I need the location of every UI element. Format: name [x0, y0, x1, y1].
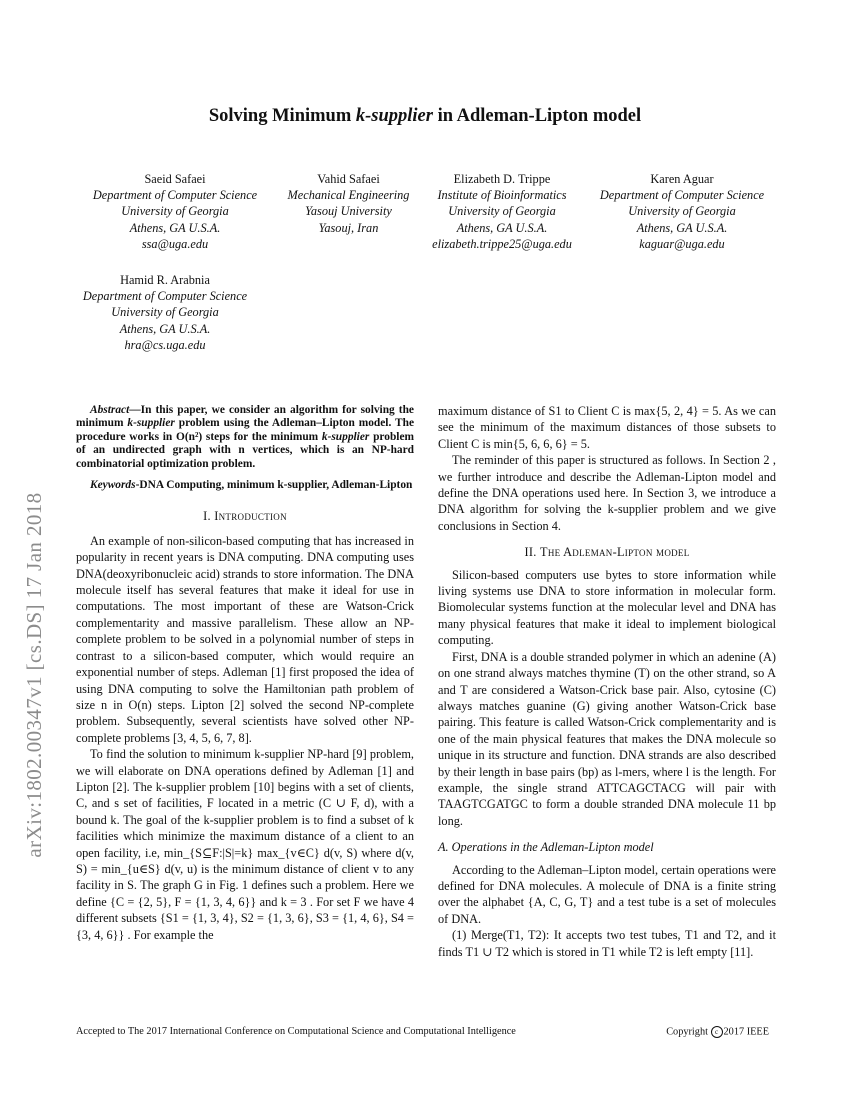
section-title: Introduction [214, 509, 287, 524]
abstract-label: Abstract [90, 404, 130, 416]
keywords [76, 479, 414, 492]
author-location: Yasouj, Iran [318, 220, 379, 235]
abstract-text: problem of an undirected graph with n vertices, which is an NP-hard combinatorial optimization problem. [76, 430, 414, 470]
author-email: kaguar@uga.edu [639, 236, 725, 251]
section-title: The Adleman-Lipton model [540, 545, 690, 560]
author-name: Elizabeth D. Trippe [453, 172, 551, 186]
author-dept: Mechanical Engineering [287, 188, 410, 203]
right-column [438, 403, 776, 960]
author-inst: University of Georgia [121, 204, 229, 219]
author-block [70, 171, 280, 252]
copyright-suffix: 2017 IEEE [723, 1026, 769, 1038]
abstract-text: —In this paper, we consider an algorithm for solving the minimum [76, 404, 414, 430]
title-italic: k-supplier [355, 106, 433, 126]
author-dept: Department of Computer Science [599, 188, 765, 203]
title-prefix: Solving Minimum [208, 106, 356, 126]
title-suffix: in Adleman-Lipton model [432, 106, 642, 126]
author-inst: University of Georgia [448, 204, 556, 219]
section-number: I. [203, 509, 215, 524]
author-block [418, 171, 586, 252]
author-location: Athens, GA U.S.A. [129, 220, 221, 235]
author-dept: Department of Computer Science [82, 289, 248, 304]
left-column [76, 404, 414, 943]
author-location: Athens, GA U.S.A. [636, 220, 728, 235]
copyright-prefix: Copyright [666, 1026, 711, 1038]
arxiv-identifier: arXiv:1802.00347v1 [cs.DS] 17 Jan 2018 [22, 492, 46, 858]
author-location: Athens, GA U.S.A. [456, 220, 548, 235]
abstract [76, 404, 414, 471]
right-paragraph-3: Silicon-based computers use bytes to store information while living systems use DNA to store information in molecular form. Biomolecular systems function at the molecular level and DNA has many physical features that make it ideal to implement biological computing. [438, 567, 776, 648]
abstract-italic: k-supplier [127, 417, 175, 430]
author-name: Hamid R. Arabnia [120, 273, 210, 287]
author-name: Karen Aguar [650, 172, 714, 186]
right-paragraph-1: maximum distance of S1 to Client C is max{5, 2, 4} = 5. As we can see the minimum of the maximum distances of those subsets to Client C is min{5, 6, 6, 6} = 5. [438, 404, 776, 451]
author-inst: Yasouj University [305, 204, 392, 219]
copyright-icon: c [711, 1026, 723, 1038]
subsection-heading: A. Operations in the Adleman-Lipton model [438, 840, 654, 855]
keywords-text: -DNA Computing, minimum k-supplier, Adleman-Lipton [135, 479, 413, 492]
author-dept: Department of Computer Science [92, 188, 258, 203]
section-number: II. [524, 545, 541, 560]
footer-conference: Accepted to The 2017 International Conference on Computational Science and Computational Intelligence [76, 1026, 516, 1037]
author-location: Athens, GA U.S.A. [119, 321, 211, 336]
author-block [60, 272, 270, 353]
right-paragraph-6: (1) Merge(T1, T2): It accepts two test tubes, T1 and T2, and it finds T1 ∪ T2 which is stored in T1 while T2 is left empty [11]. [438, 928, 776, 959]
right-paragraph-5: According to the Adleman–Lipton model, certain operations were defined for DNA molecules. A molecule of DNA is a finite string over the alphabet {A, C, G, T} and a test tube is a set of molecules of DNA. [438, 862, 776, 926]
author-name: Saeid Safaei [144, 172, 206, 186]
abstract-text: problem using the Adleman–Lipton model. The procedure works in O(n²) steps for the minimum [76, 417, 415, 443]
author-email: hra@cs.uga.edu [124, 337, 206, 352]
section-heading [76, 508, 414, 524]
author-name: Vahid Safaei [317, 172, 380, 186]
author-inst: University of Georgia [628, 204, 736, 219]
author-block [582, 171, 782, 252]
paper-title [0, 106, 850, 127]
intro-paragraph-2: To find the solution to minimum k-supplier NP-hard [9] problem, we will elaborate on DNA operations defined by Adleman [1] and Lipton [2]. The k-supplier problem [10] begins with a set of clients, C, and s set of facilities, F located in a metric (C ∪ F, d), with a bound k. The goal of the k-supplier problem is to find a subset of k facilities which minimize the maximum distance of a client to an open facility, i.e, min_{S⊆F:|S|=k} max_{v∈C} d(v, S) where d(v, S) = min_{u∈S} d(v, u) is the minimum distance of client v to any facility in S. The graph G in Fig. 1 defines such a problem. Here we define {C = {2, 5}, F = {1, 3, 4, 6}} and k = 3 . For set F we have 4 different subsets {S1 = {1, 3, 4}, S2 = {1, 3, 6}, S3 = {1, 4, 6}, S4 = {3, 4, 6}} . For example the [76, 747, 414, 942]
author-email: elizabeth.trippe25@uga.edu [432, 236, 572, 251]
author-dept: Institute of Bioinformatics [437, 188, 567, 203]
right-paragraph-4: First, DNA is a double stranded polymer in which an adenine (A) on one strand always matches thymine (T) on the other strand, so A and T are considered a Watson-Crick base pair. Also, cytosine (C) always matches guanine (G) giving another Watson-Crick base pairing. This feature is called Watson-Crick complementarity and is one of the main physical features that makes the DNA molecule so unique in its structure and function. DNA strands are also described by their length in base pairs (bp) as l-mers, where l is the length. For example, the single strand ATTCAGCTACG will pair with TAAGTCGATGC to form a double stranded DNA molecule 11 bp long. [438, 649, 776, 828]
abstract-italic: k-supplier [321, 430, 370, 443]
right-paragraph-2: The reminder of this paper is structured as follows. In Section 2 , we further introduce and describe the Adleman-Lipton model and define the DNA operations used here. In Section 3, we introduce a DNA algorithm for solving the k-supplier problem and we give conclusions in Section 4. [438, 453, 776, 533]
author-email: ssa@uga.edu [141, 236, 209, 251]
intro-paragraph-1: An example of non-silicon-based computing that has increased in popularity in recent years is DNA computing. DNA computing uses DNA(deoxyribonucleic acid) strands to store information. The DNA molecule itself has several features that make it ideal for use in computations. The most important of these are Watson-Crick complementarity and massive parallelism. These allow an NP-complete problem to be solved in a polynomial number of steps in contrast to a silicon-based computer, which would require an exponential number of steps. Adleman [1] first proposed the idea of using DNA computing to solve the Hamiltonian path problem of size n in O(n) steps. Lipton [2] solved the second NP-complete problem. Subsequently, several scientists have solved other NP-complete problems [3, 4, 5, 6, 7, 8]. [76, 533, 414, 745]
footer-copyright [666, 1026, 769, 1038]
keywords-label: Keywords [90, 479, 136, 492]
author-block [276, 171, 421, 236]
section-heading [438, 544, 776, 560]
author-inst: University of Georgia [111, 305, 219, 320]
